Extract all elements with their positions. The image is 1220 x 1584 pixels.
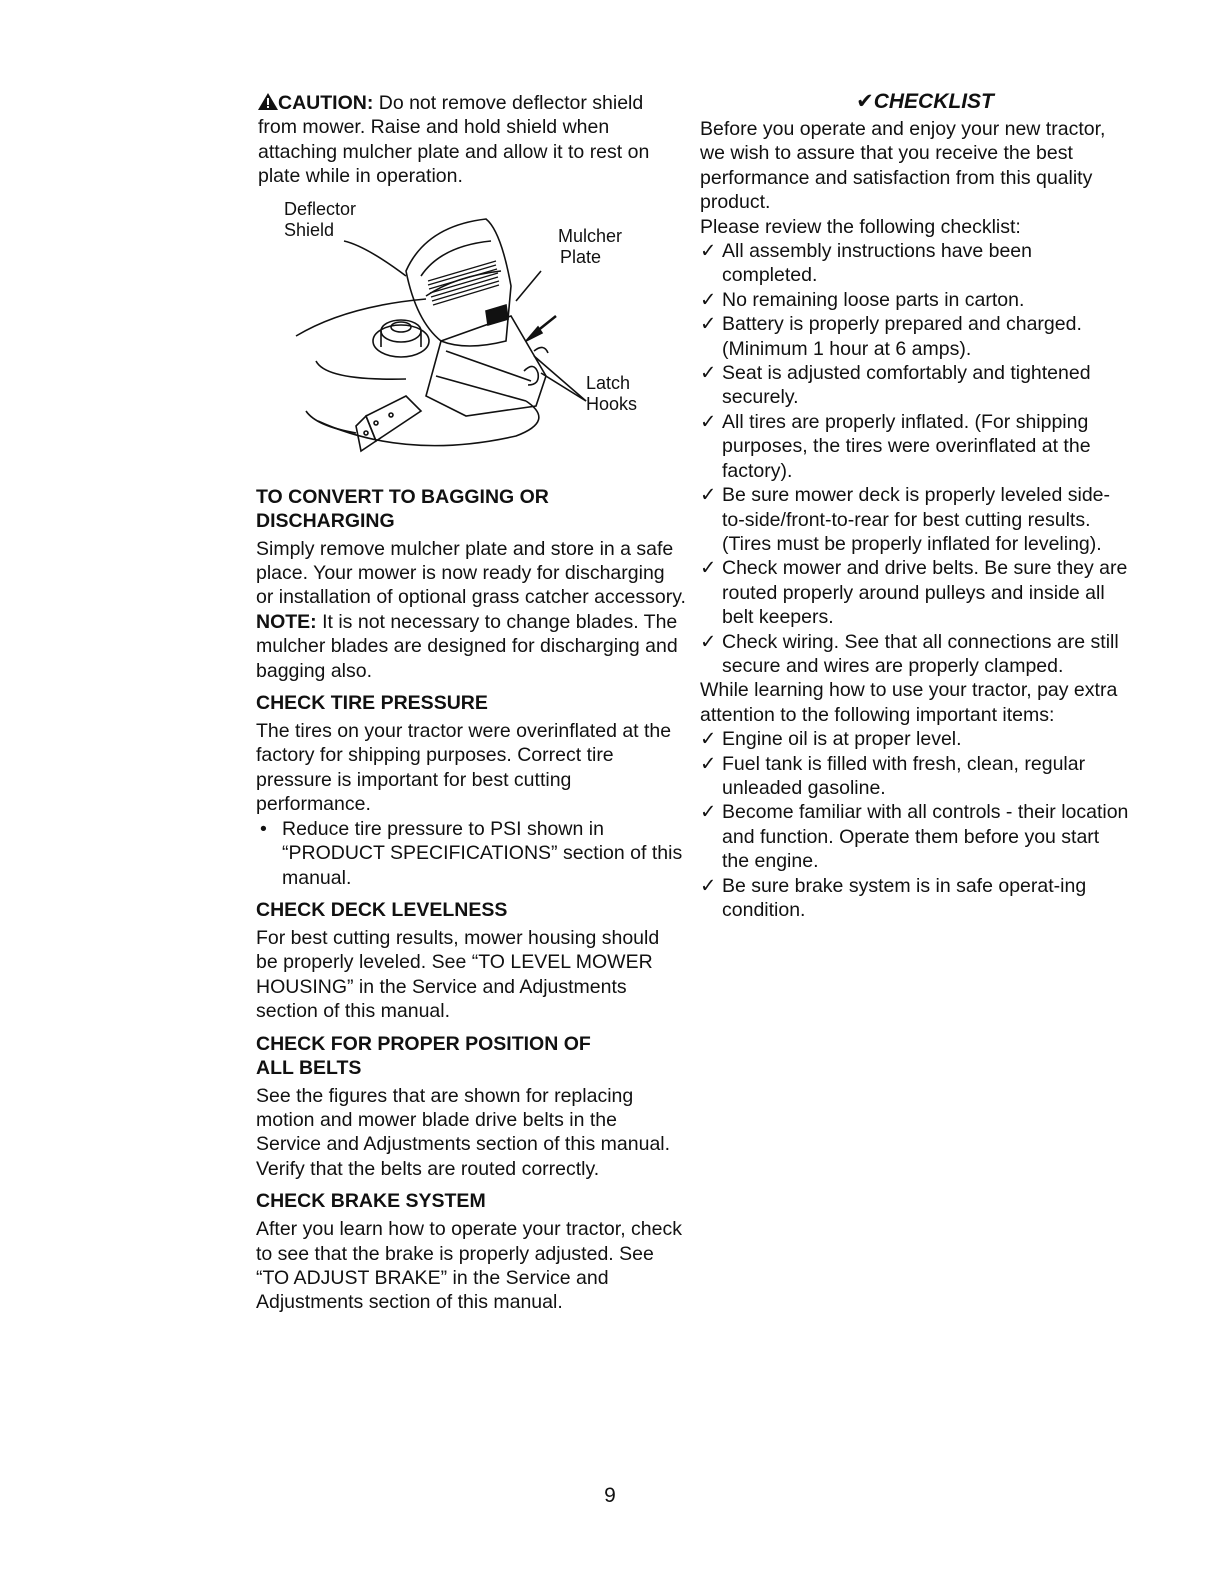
- checklist-item-text: All assembly instructions have been completed.: [722, 240, 1032, 287]
- learning-item-text: Fuel tank is filled with fresh, clean, regular unleaded gasoline.: [722, 752, 1086, 799]
- page-number: 9: [604, 1484, 616, 1507]
- checklist-item-text: Check mower and drive belts. Be sure they are routed properly around pulleys and inside all belt keepers.: [722, 557, 1128, 629]
- figure-label-deflector-line-1: Deflector: [284, 198, 357, 219]
- checkmark-icon: ✓: [700, 240, 717, 263]
- checklist-item: [700, 239, 1130, 288]
- checklist-items: [700, 239, 1130, 678]
- convert-body: Simply remove mulcher plate and store in a safe place. Your mower is now ready for discharging or installation of optional grass catcher accessory.: [256, 537, 686, 609]
- convert-heading-line-1: TO CONVERT TO BAGGING OR: [256, 485, 549, 508]
- checklist-item: [700, 288, 1130, 312]
- figure-label-mulcher: [558, 226, 622, 268]
- checklist-item-text: No remaining loose parts in carton.: [722, 288, 1025, 311]
- learning-item-text: Engine oil is at proper level.: [722, 728, 962, 751]
- checkmark-icon: ✓: [700, 728, 717, 751]
- checkmark-icon: ✓: [700, 410, 717, 433]
- learning-item: [700, 752, 1130, 801]
- checklist-item-text: All tires are properly inflated. (For shipping purposes, the tires were overinflated at the factory).: [722, 410, 1091, 482]
- learning-item: [700, 800, 1130, 873]
- learning-item: [700, 727, 1130, 751]
- checkmark-icon: ✓: [700, 801, 717, 824]
- checkmark-icon: ✓: [700, 484, 717, 507]
- belts-body: See the figures that are shown for replacing motion and mower blade drive belts in the Service and Adjustments section of this manual. Verify that the belts are routed correctly.: [256, 1084, 671, 1180]
- learning-items: [700, 727, 1130, 922]
- figure-label-latch: [586, 373, 637, 415]
- checklist-item-text: Battery is properly prepared and charged.(Minimum 1 hour at 6 amps).: [722, 313, 1082, 360]
- checkmark-icon: ✓: [700, 752, 717, 775]
- checklist-item: [700, 556, 1130, 629]
- tire-heading: CHECK TIRE PRESSURE: [256, 692, 488, 715]
- learning-item: [700, 874, 1130, 923]
- figure-label-deflector-line-2: Shield: [284, 219, 335, 240]
- checklist-item: [700, 410, 1130, 483]
- checklist-item-text: Seat is adjusted comfortably and tightened securely.: [722, 362, 1091, 409]
- checklist-item-text: Be sure mower deck is properly leveled side-to-side/front-to-rear for best cutting results. (Tires must be properly inflated for leveling).: [722, 484, 1111, 555]
- convert-heading: [256, 485, 686, 533]
- belts-heading-line-2: ALL BELTS: [256, 1056, 362, 1079]
- left-column: [256, 91, 686, 1315]
- tire-bullet-item: [256, 817, 686, 890]
- bullet-dot: •: [260, 817, 267, 840]
- checkmark-icon: ✓: [700, 557, 717, 580]
- learning-intro: While learning how to use your tractor, pay extra attention to the following important items:: [700, 679, 1118, 726]
- figure-label-latch-line-2: Hooks: [586, 393, 638, 414]
- note-label: NOTE:: [256, 610, 317, 633]
- convert-note: [256, 610, 686, 683]
- right-column: [700, 90, 1130, 922]
- mulcher-plate-figure: [256, 198, 686, 471]
- caution-paragraph: [258, 91, 686, 189]
- checkmark-icon: ✓: [700, 630, 717, 653]
- convert-heading-line-2: DISCHARGING: [256, 509, 395, 532]
- checklist-item-text: Check wiring. See that all connections are still secure and wires are properly clamped.: [722, 630, 1119, 677]
- checklist-item: [700, 630, 1130, 679]
- caution-label: CAUTION:: [278, 92, 374, 114]
- deck-body: For best cutting results, mower housing should be properly leveled. See “TO LEVEL MOWER HOUSING” in the Service and Adjustments section of this manual.: [256, 926, 660, 1023]
- caution-text: Do not remove deflector shield from mower. Raise and hold shield when attaching mulcher plate and allow it to rest on plate while in operation.: [258, 92, 650, 188]
- checkmark-icon: ✓: [700, 362, 717, 385]
- brake-heading: CHECK BRAKE SYSTEM: [256, 1190, 486, 1213]
- tire-bullet-text: Reduce tire pressure to PSI shown in “PRODUCT SPECIFICATIONS” section of this manual.: [282, 817, 683, 889]
- learning-item-text: Be sure brake system is in safe operat-ing condition.: [722, 874, 1087, 921]
- checklist-review: Please review the following checklist:: [700, 215, 1021, 238]
- warning-triangle-icon: [258, 92, 278, 109]
- checklist-item: [700, 312, 1130, 361]
- checklist-title: ✔CHECKLIST: [856, 90, 994, 113]
- tire-body: The tires on your tractor were overinflated at the factory for shipping purposes. Correct tire pressure is important for best cutting performance.: [256, 720, 672, 816]
- deck-heading: CHECK DECK LEVELNESS: [256, 898, 508, 921]
- brake-body: After you learn how to operate your tractor, check to see that the brake is properly adjusted. See “TO ADJUST BRAKE” in the Service and Adjustments section of this manual.: [256, 1218, 682, 1314]
- checkmark-icon: ✓: [700, 874, 717, 897]
- checkmark-icon: ✓: [700, 288, 717, 311]
- figure-label-mulcher-line-2: Plate: [560, 246, 602, 267]
- belts-heading-line-1: CHECK FOR PROPER POSITION OF: [256, 1032, 591, 1055]
- belts-heading: [256, 1032, 686, 1080]
- checkmark-icon: ✓: [700, 313, 717, 336]
- figure-label-mulcher-line-1: Mulcher: [558, 225, 623, 246]
- note-text: It is not necessary to change blades. The mulcher blades are designed for discharging and bagging also.: [256, 610, 678, 682]
- checklist-item: [700, 483, 1130, 556]
- checklist-intro: Before you operate and enjoy your new tractor, we wish to assure that you receive the best performance and satisfaction from this quality product.: [700, 118, 1106, 214]
- learning-item-text: Become familiar with all controls - their location and function. Operate them before you start the engine.: [722, 801, 1129, 873]
- checklist-item: [700, 361, 1130, 410]
- figure-label-deflector: [284, 199, 356, 241]
- figure-label-latch-line-1: Latch: [586, 372, 631, 393]
